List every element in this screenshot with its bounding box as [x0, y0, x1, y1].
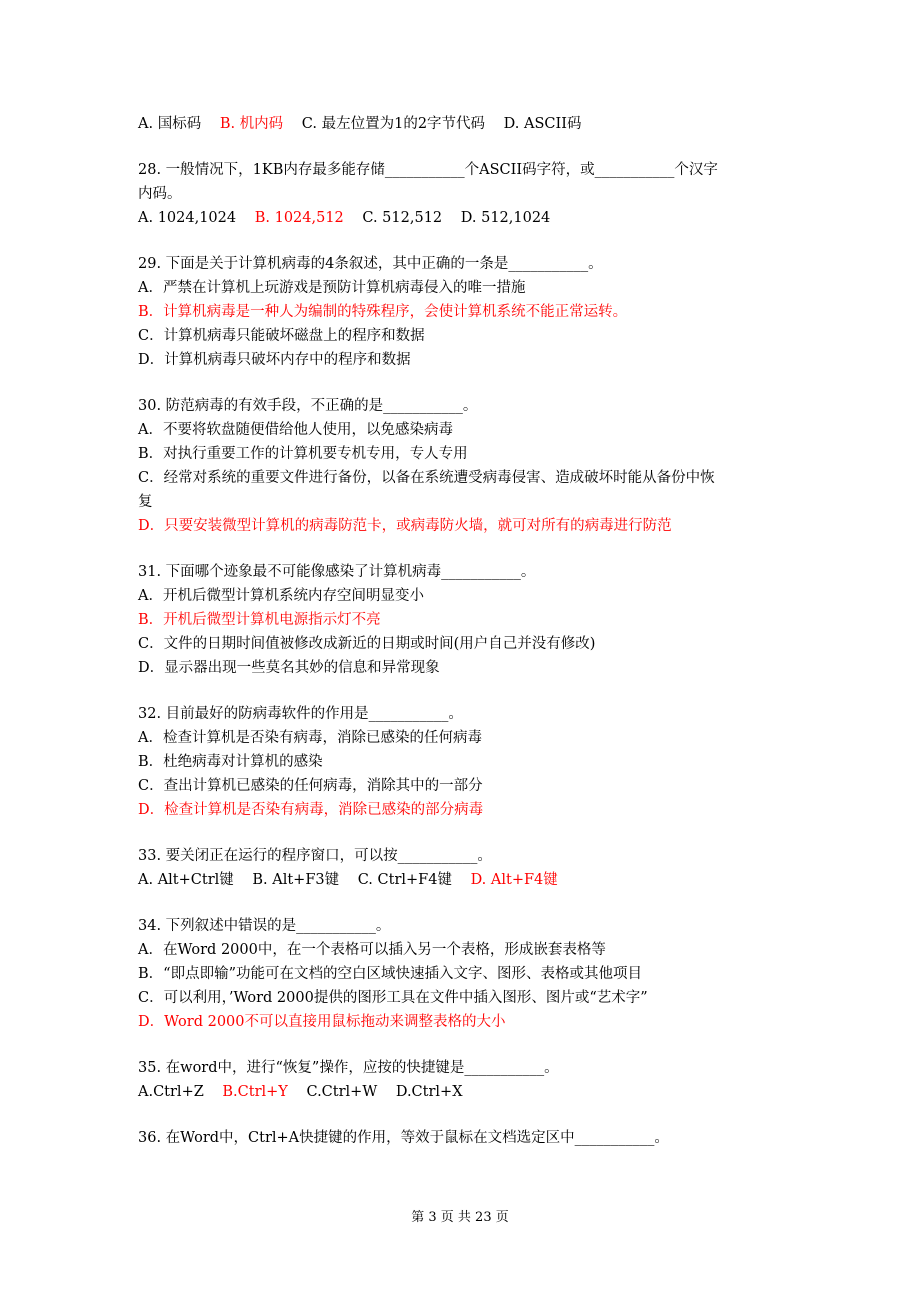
- q29-option-a: A．严禁在计算机上玩游戏是预防计算机病毒侵入的唯一措施: [138, 280, 526, 296]
- page-number: 第 3 页 共 23 页: [411, 1210, 509, 1225]
- q35-options: [138, 1080, 786, 1104]
- q29-option-c: C．计算机病毒只能破坏磁盘上的程序和数据: [138, 328, 425, 344]
- q30-option-c-line2: 复: [138, 494, 153, 510]
- q27-option-d: D. ASCII码: [503, 116, 582, 132]
- q28-option-d: D. 512,1024: [460, 210, 551, 226]
- q31-option-b-answer: B．开机后微型计算机电源指示灯不亮: [138, 612, 381, 628]
- q31-stem: 31. 下面哪个迹象最不可能像感染了计算机病毒___________。: [138, 564, 536, 580]
- q33-option-b: B. Alt+F3键: [252, 872, 340, 888]
- q30-option-b: B．对执行重要工作的计算机要专机专用，专人专用: [138, 446, 468, 462]
- q32-option-b: B．杜绝病毒对计算机的感染: [138, 754, 323, 770]
- q32-option-a: A．检查计算机是否染有病毒，消除已感染的任何病毒: [138, 730, 482, 746]
- q30-option-d-answer: D．只要安装微型计算机的病毒防范卡，或病毒防火墙，就可对所有的病毒进行防范: [138, 518, 672, 534]
- q32-option-d-answer: D．检查计算机是否染有病毒，消除已感染的部分病毒: [138, 802, 484, 818]
- q35-option-c: C.Ctrl+W: [306, 1084, 378, 1100]
- q27-option-b-answer: B. 机内码: [219, 116, 284, 132]
- q35-option-a: A.Ctrl+Z: [138, 1084, 204, 1100]
- q36-stem: 36. 在Word中，Ctrl+A快捷键的作用，等效于鼠标在文档选定区中___________。: [138, 1130, 669, 1146]
- q31-option-a: A．开机后微型计算机系统内存空间明显变小: [138, 588, 424, 604]
- q28-options: [138, 206, 786, 230]
- q33-option-c: C. Ctrl+F4键: [357, 872, 452, 888]
- q32-stem: 32. 目前最好的防病毒软件的作用是___________。: [138, 706, 463, 722]
- q33-option-d-answer: D. Alt+F4键: [470, 872, 558, 888]
- q30-option-a: A．不要将软盘随便借给他人使用，以免感染病毒: [138, 422, 453, 438]
- q30-option-c-line1: C．经常对系统的重要文件进行备份，以备在系统遭受病毒侵害、造成破坏时能从备份中恢: [138, 470, 715, 486]
- q28-option-a: A. 1024,1024: [138, 210, 237, 226]
- q34-option-d-answer: D．Word 2000不可以直接用鼠标拖动来调整表格的大小: [138, 1014, 506, 1030]
- q34-option-b: B．“即点即输”功能可在文档的空白区域快速插入文字、图形、表格或其他项目: [138, 966, 642, 982]
- q34-stem: 34. 下列叙述中错误的是___________。: [138, 918, 391, 934]
- q31-option-d: D．显示器出现一些莫名其妙的信息和异常现象: [138, 660, 440, 676]
- q27-options: [138, 112, 786, 136]
- q33-option-a: A. Alt+Ctrl键: [138, 872, 234, 888]
- page-content: [138, 112, 786, 1150]
- q32-option-c: C．查出计算机已感染的任何病毒，消除其中的一部分: [138, 778, 483, 794]
- q35-option-d: D.Ctrl+X: [395, 1084, 463, 1100]
- q30-stem: 30. 防范病毒的有效手段，不正确的是___________。: [138, 398, 478, 414]
- q27-option-a: A. 国标码: [138, 116, 202, 132]
- q35-stem: 35. 在word中，进行“恢复”操作，应按的快捷键是___________。: [138, 1060, 559, 1076]
- q31-option-c: C．文件的日期时间值被修改成新近的日期或时间(用户自己并没有修改): [138, 636, 596, 652]
- q34-option-a: A．在Word 2000中，在一个表格可以插入另一个表格，形成嵌套表格等: [138, 942, 606, 958]
- q33-options: [138, 868, 786, 892]
- q28-stem-line2: 内码。: [138, 186, 182, 202]
- q27-option-c: C. 最左位置为1的2字节代码: [301, 116, 486, 132]
- q29-stem: 29. 下面是关于计算机病毒的4条叙述，其中正确的一条是___________。: [138, 256, 603, 272]
- q35-option-b-answer: B.Ctrl+Y: [222, 1084, 288, 1100]
- q28-option-b-answer: B. 1024,512: [254, 210, 344, 226]
- q28-option-c: C. 512,512: [362, 210, 443, 226]
- page-footer: [0, 1206, 920, 1225]
- q33-stem: 33. 要关闭正在运行的程序窗口，可以按___________。: [138, 848, 492, 864]
- q29-option-d: D．计算机病毒只破坏内存中的程序和数据: [138, 352, 411, 368]
- q29-option-b-answer: B．计算机病毒是一种人为编制的特殊程序，会使计算机系统不能正常运转。: [138, 304, 628, 320]
- q34-option-c: C．可以利用，’Word 2000提供的图形工具在文件中插入图形、图片或“艺术字”: [138, 990, 648, 1006]
- q28-stem-line1: 28. 一般情况下，1KB内存最多能存储___________个ASCII码字符，或___________个汉字: [138, 162, 718, 178]
